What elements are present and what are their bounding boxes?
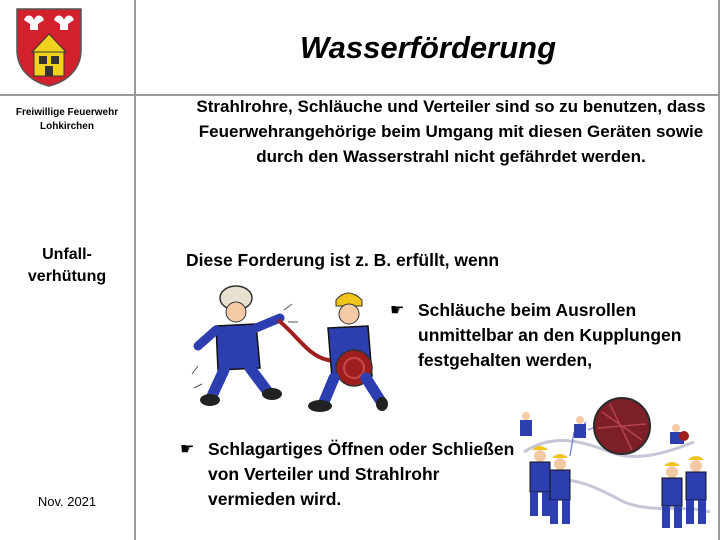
page-title: Wasserförderung xyxy=(299,30,557,65)
hose-reel-illustration xyxy=(514,392,714,534)
bullet-text: Schläuche beim Ausrollen unmittelbar an den Kupplungen festgehalten werden, xyxy=(418,300,682,370)
topic-label: Unfall- verhütung xyxy=(27,246,107,285)
coat-of-arms-logo xyxy=(14,6,84,88)
firefighter-figure xyxy=(670,424,689,444)
firefighter-figure xyxy=(574,416,586,438)
firefighter-figure xyxy=(520,412,532,436)
intro-paragraph: Strahlrohre, Schläuche und Verteiler sind so zu benutzen, dass Feuerwehrangehörige beim Umgang mit diesen Geräten sowie durch den Wasserstrahl nicht gefährdet werden. xyxy=(196,97,706,166)
pointing-hand-icon: ☛ xyxy=(180,441,195,458)
hose-accident-illustration xyxy=(188,276,388,424)
organization-name: Freiwillige Feuerwehr Lohkirchen xyxy=(15,107,119,132)
pointing-hand-icon: ☛ xyxy=(390,302,405,319)
bullet-text: Schlagartiges Öffnen oder Schließen von Verteiler und Strahlrohr vermieden wird. xyxy=(208,439,515,509)
subheading: Diese Forderung ist z. B. erfüllt, wenn xyxy=(186,250,500,270)
bullet-item xyxy=(390,298,714,373)
firefighter-figure xyxy=(662,462,682,528)
sidebar-divider xyxy=(134,0,136,540)
firefighter-figure xyxy=(686,456,706,524)
firefighter-figure xyxy=(550,454,570,524)
bullet-item xyxy=(180,437,518,512)
firefighter-figure xyxy=(530,446,550,516)
date-label: Nov. 2021 xyxy=(37,494,97,509)
